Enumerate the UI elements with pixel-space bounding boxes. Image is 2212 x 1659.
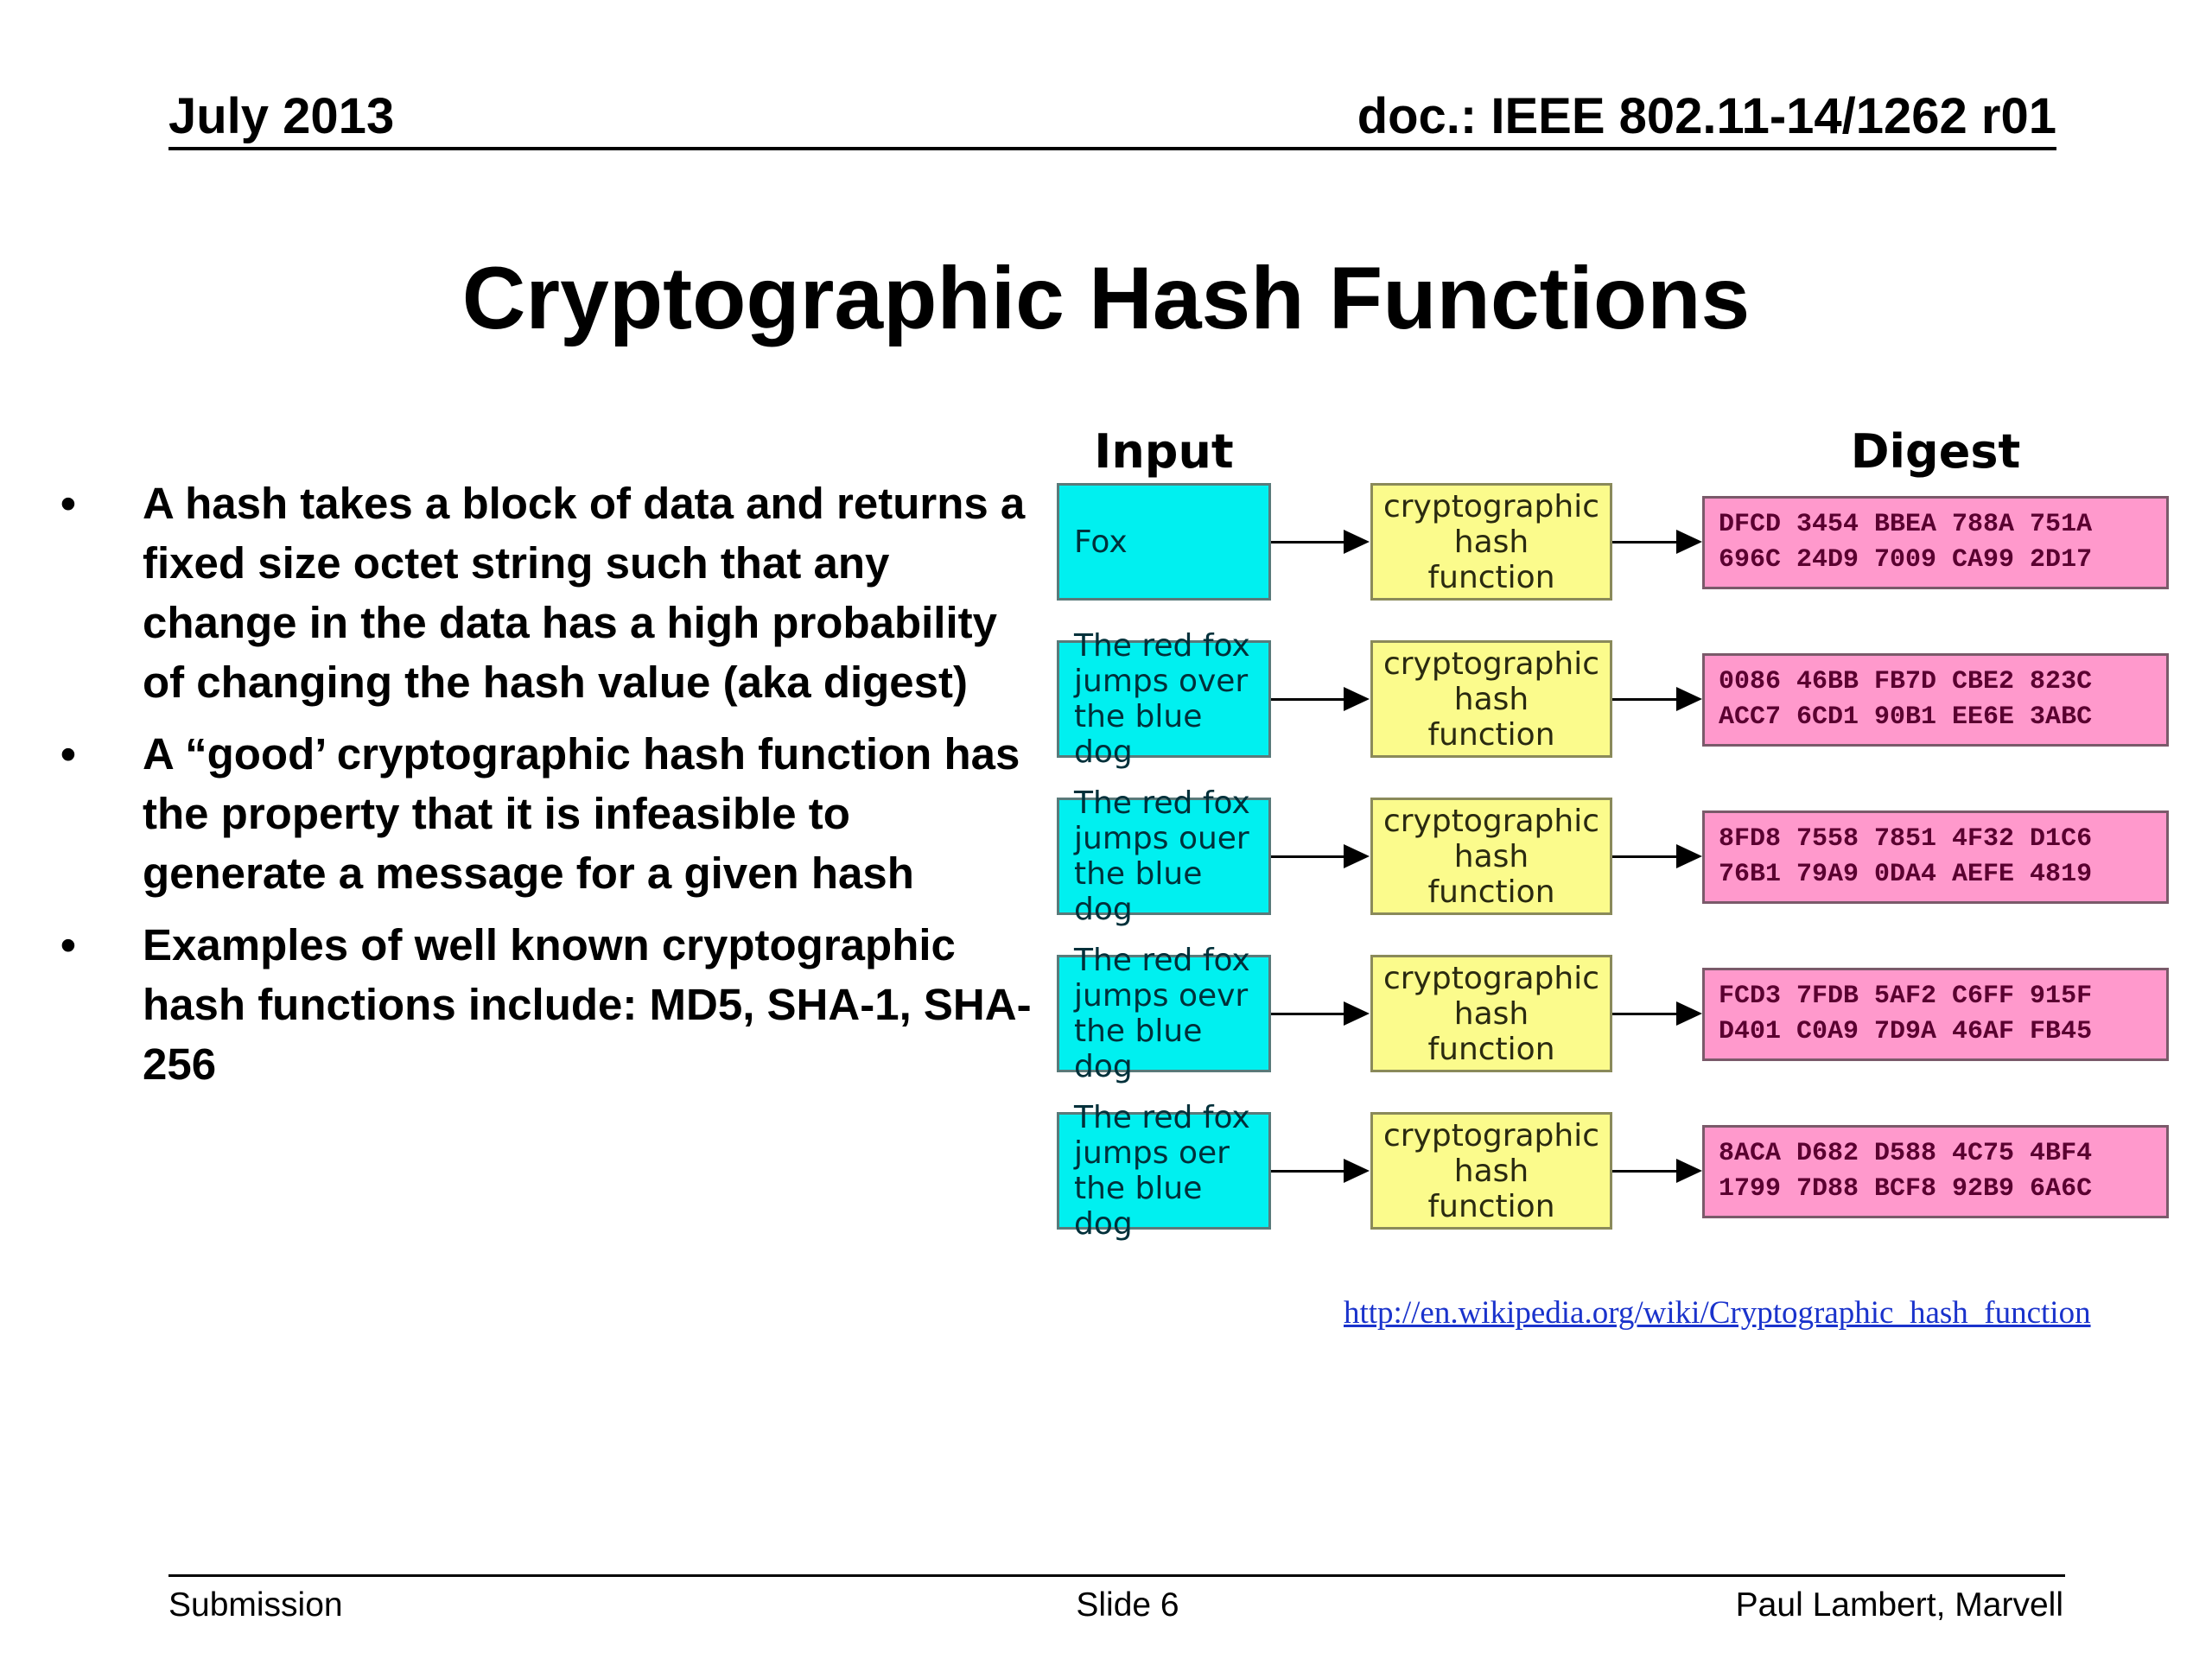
- digest-box: DFCD 3454 BBEA 788A 751A 696C 24D9 7009 CA99 2D17: [1702, 496, 2169, 589]
- header-date: July 2013: [168, 88, 395, 144]
- bullet-text: A “good’ cryptographic hash function has the property that it is infeasible to generate a message for a given hash: [143, 729, 1020, 898]
- hash-diagram: [1037, 406, 2195, 1253]
- wikipedia-link[interactable]: http://en.wikipedia.org/wiki/Cryptographic_hash_function: [1344, 1295, 2091, 1331]
- bullet-item: [52, 915, 1033, 1094]
- input-heading: Input: [1094, 424, 1234, 479]
- arrow-icon: [1612, 1013, 1699, 1015]
- bullet-text: A hash takes a block of data and returns a fixed size octet string such that any change in the data has a high probability of changing the hash value (aka digest): [143, 479, 1026, 707]
- input-box: The red fox jumps oer the blue dog: [1057, 1112, 1271, 1230]
- digest-box: 8ACA D682 D588 4C75 4BF4 1799 7D88 BCF8 92B9 6A6C: [1702, 1125, 2169, 1218]
- arrow-icon: [1612, 855, 1699, 858]
- arrow-icon: [1271, 1013, 1366, 1015]
- footer-rule: [168, 1574, 2065, 1577]
- header-rule: [168, 147, 2056, 150]
- digest-box: 8FD8 7558 7851 4F32 D1C6 76B1 79A9 0DA4 AEFE 4819: [1702, 810, 2169, 904]
- footer-submission: Submission: [168, 1586, 343, 1624]
- arrow-icon: [1271, 698, 1366, 701]
- bullet-item: [52, 474, 1033, 712]
- digest-box: 0086 46BB FB7D CBE2 823C ACC7 6CD1 90B1 EE6E 3ABC: [1702, 653, 2169, 747]
- hash-function-box: cryptographic hash function: [1370, 1112, 1612, 1230]
- hash-function-box: cryptographic hash function: [1370, 955, 1612, 1072]
- hash-function-box: cryptographic hash function: [1370, 798, 1612, 915]
- input-box: The red fox jumps oevr the blue dog: [1057, 955, 1271, 1072]
- arrow-icon: [1271, 855, 1366, 858]
- digest-heading: Digest: [1850, 424, 2021, 479]
- bullet-list: [52, 474, 1033, 1106]
- hash-function-box: cryptographic hash function: [1370, 483, 1612, 601]
- footer-slide-number: Slide 6: [1076, 1586, 1179, 1624]
- input-box: The red fox jumps ouer the blue dog: [1057, 798, 1271, 915]
- arrow-icon: [1612, 1170, 1699, 1173]
- arrow-icon: [1612, 698, 1699, 701]
- slide-title: Cryptographic Hash Functions: [461, 249, 1751, 347]
- digest-box: FCD3 7FDB 5AF2 C6FF 915F D401 C0A9 7D9A 46AF FB45: [1702, 968, 2169, 1061]
- header-doc-id: doc.: IEEE 802.11-14/1262 r01: [1357, 88, 2056, 144]
- input-box: The red fox jumps over the blue dog: [1057, 640, 1271, 758]
- bullet-marker: •: [60, 920, 76, 969]
- input-box: Fox: [1057, 483, 1271, 601]
- bullet-text: Examples of well known cryptographic hash functions include: MD5, SHA-1, SHA-256: [143, 920, 1032, 1089]
- footer-author: Paul Lambert, Marvell: [1735, 1586, 2063, 1624]
- hash-function-box: cryptographic hash function: [1370, 640, 1612, 758]
- bullet-marker: •: [60, 729, 76, 779]
- bullet-item: [52, 724, 1033, 903]
- arrow-icon: [1271, 1170, 1366, 1173]
- arrow-icon: [1271, 541, 1366, 543]
- bullet-marker: •: [60, 479, 76, 528]
- arrow-icon: [1612, 541, 1699, 543]
